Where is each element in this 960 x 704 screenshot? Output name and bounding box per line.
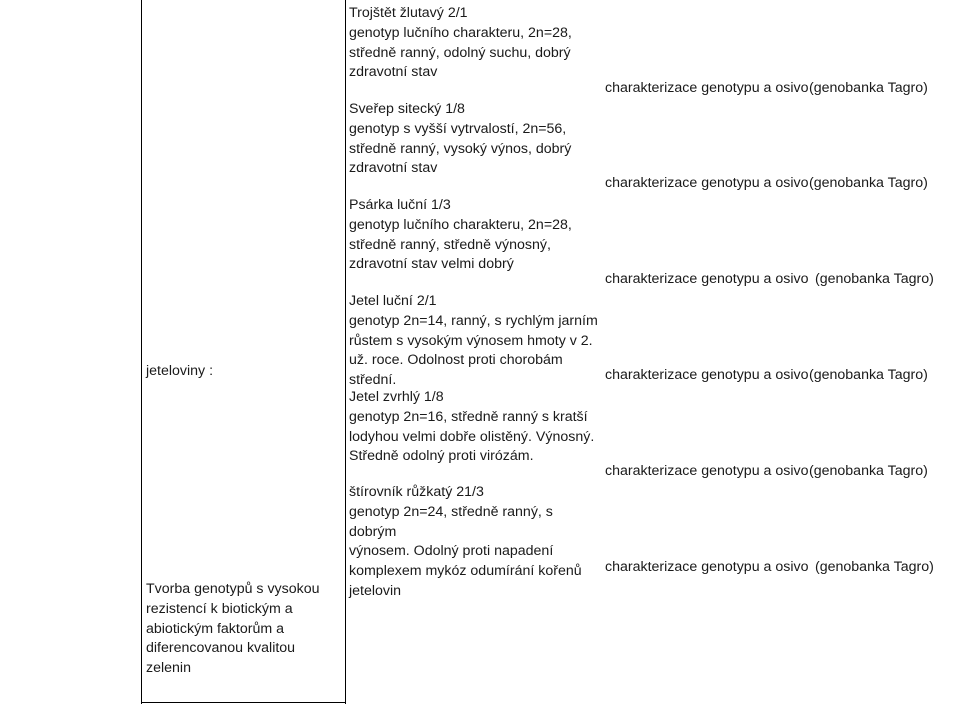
characterization-row xyxy=(605,557,955,577)
characterization-label: charakterizace genotypu a osivo xyxy=(605,271,809,287)
characterization-source: (genobanka Tagro) xyxy=(809,80,928,96)
characterization-label: charakterizace genotypu a osivo xyxy=(605,175,809,191)
border-divider xyxy=(345,0,346,704)
variety-sverep: Sveřep sitecký 1/8 genotyp s vyšší vytrvalostí, 2n=56, středně ranný, vysoký výnos, dobrý zdravotní stav xyxy=(349,101,572,177)
variety-psarka: Psárka luční 1/3 genotyp lučního charakteru, 2n=28, středně ranný, středně výnosný, zdravotní stav velmi dobrý xyxy=(349,197,572,273)
characterization-row xyxy=(605,461,955,481)
variety-trojstet: Trojštět žlutavý 2/1 genotyp lučního charakteru, 2n=28, středně ranný, odolný suchu, dobrý zdravotní stav xyxy=(349,5,572,81)
characterization-label: charakterizace genotypu a osivo xyxy=(605,559,809,575)
characterization-row xyxy=(605,365,955,385)
category-description: Tvorba genotypů s vysokou rezistencí k biotickým a abiotickým faktorům a diferencovanou kvalitou zelenin xyxy=(146,581,320,677)
characterization-source: (genobanka Tagro) xyxy=(815,559,934,575)
variety-stirovnik: štírovník růžkatý 21/3 genotyp 2n=24, středně ranný, s dobrým výnosem. Odolný proti napadení komplexem mykóz odumírání kořenů jetelovin xyxy=(349,484,582,599)
characterization-source: (genobanka Tagro) xyxy=(809,175,928,191)
characterization-source: (genobanka Tagro) xyxy=(809,367,928,383)
border-left xyxy=(141,0,142,704)
category-label: jeteloviny : xyxy=(146,363,214,379)
border-bottom xyxy=(141,702,345,703)
characterization-source: (genobanka Tagro) xyxy=(815,271,934,287)
characterization-row xyxy=(605,78,955,98)
characterization-source: (genobanka Tagro) xyxy=(809,463,928,479)
characterization-row xyxy=(605,173,955,193)
variety-jetel-zvrhly: Jetel zvrhlý 1/8 genotyp 2n=16, středně ranný s kratší lodyhou velmi dobře olistěný. Výnosný. Středně odolný proti virózám. xyxy=(349,389,595,465)
characterization-label: charakterizace genotypu a osivo xyxy=(605,367,809,383)
characterization-row xyxy=(605,269,955,289)
characterization-label: charakterizace genotypu a osivo xyxy=(605,80,809,96)
characterization-label: charakterizace genotypu a osivo xyxy=(605,463,809,479)
variety-jetel-lucni: Jetel luční 2/1 genotyp 2n=14, ranný, s rychlým jarním růstem s vysokým výnosem hmoty v 2. už. roce. Odolnost proti chorobám střední. xyxy=(349,293,598,389)
